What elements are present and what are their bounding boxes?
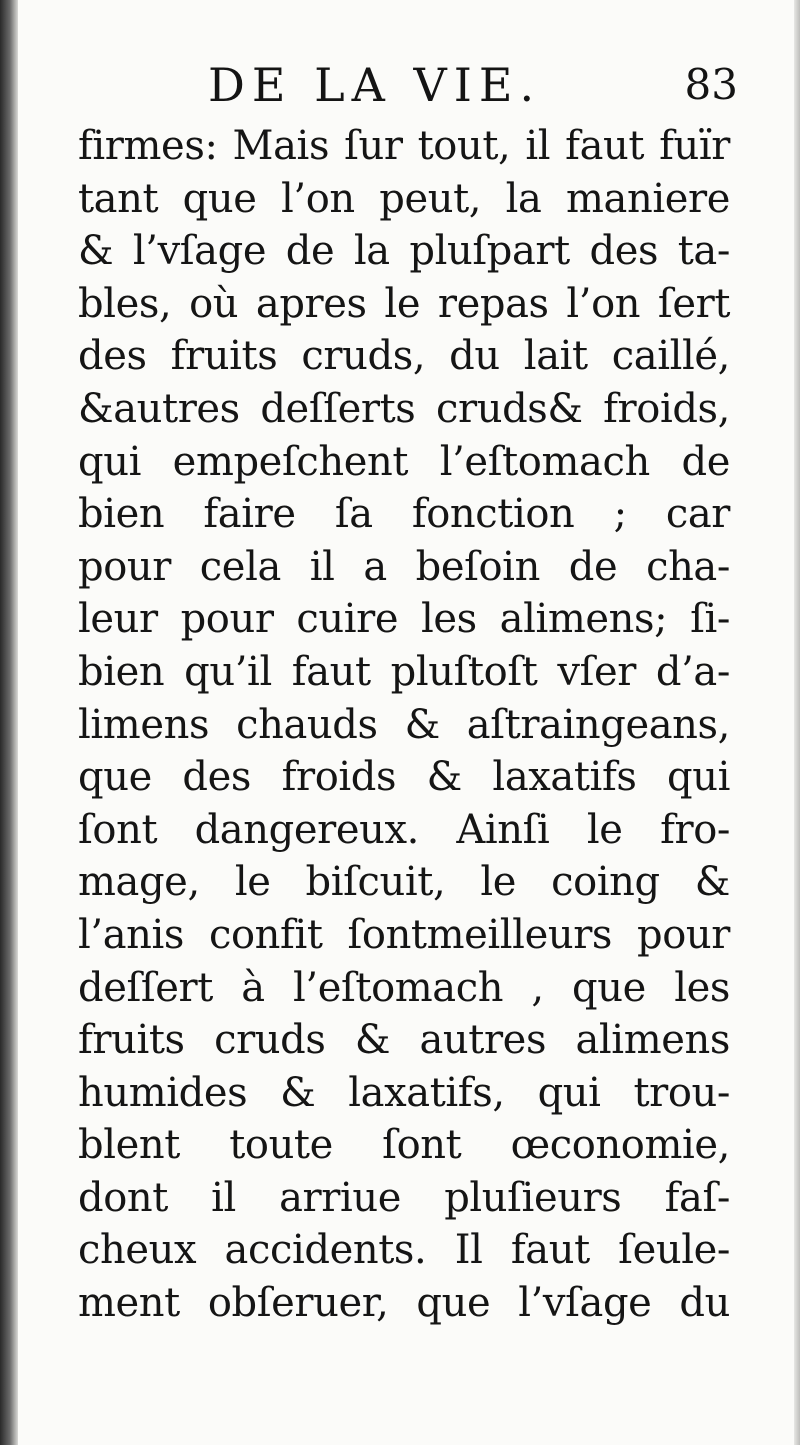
text-line: deſſert à l’eſtomach , que les	[78, 964, 730, 1011]
text-line: firmes: Mais ſur tout, il faut fuïr	[78, 123, 730, 169]
page-number: 83	[684, 60, 738, 109]
text-line: bien qu’il faut pluſtoſt vſer d’a-	[78, 648, 730, 695]
text-line: tant que l’on peut, la maniere	[78, 175, 730, 222]
text-line: leur pour cuire les alimens; ſi-	[78, 596, 730, 643]
text-line: &autres deſſerts cruds& froids,	[78, 385, 730, 432]
running-title: DE LA VIE.	[208, 58, 542, 112]
text-line: ſont dangereux. Ainſi le fro-	[78, 806, 730, 853]
page-header	[80, 55, 738, 115]
text-line: bles, où apres le repas l’on ſert	[78, 280, 730, 327]
text-line: pour cela il a beſoin de cha-	[78, 543, 730, 590]
text-line: dont il arriue pluſieurs faſ-	[78, 1174, 730, 1221]
body-text	[78, 120, 730, 1330]
text-line: blent toute ſont œconomie,	[78, 1122, 730, 1169]
text-line: que des froids & laxatifs qui	[78, 754, 730, 801]
text-line: mage, le biſcuit, le coing &	[78, 859, 730, 906]
text-line: fruits cruds & autres alimens	[78, 1017, 730, 1064]
binding-shadow	[0, 0, 18, 1445]
text-line: cheux accidents. Il faut ſeule-	[78, 1227, 730, 1274]
text-line: des fruits cruds, du lait caillé,	[78, 333, 730, 380]
text-line: l’anis confit ſontmeilleurs pour	[78, 911, 730, 958]
text-line: humides & laxatifs, qui trou-	[78, 1069, 730, 1116]
text-line: & l’vſage de la pluſpart des ta-	[78, 228, 730, 275]
page-edge	[794, 0, 800, 1445]
text-line: ment obſeruer, que l’vſage du	[78, 1280, 730, 1327]
text-line: qui empeſchent l’eſtomach de	[78, 438, 730, 485]
text-line: limens chauds & aſtraingeans,	[78, 701, 730, 748]
text-line: bien faire ſa fonction ; car	[78, 491, 730, 538]
